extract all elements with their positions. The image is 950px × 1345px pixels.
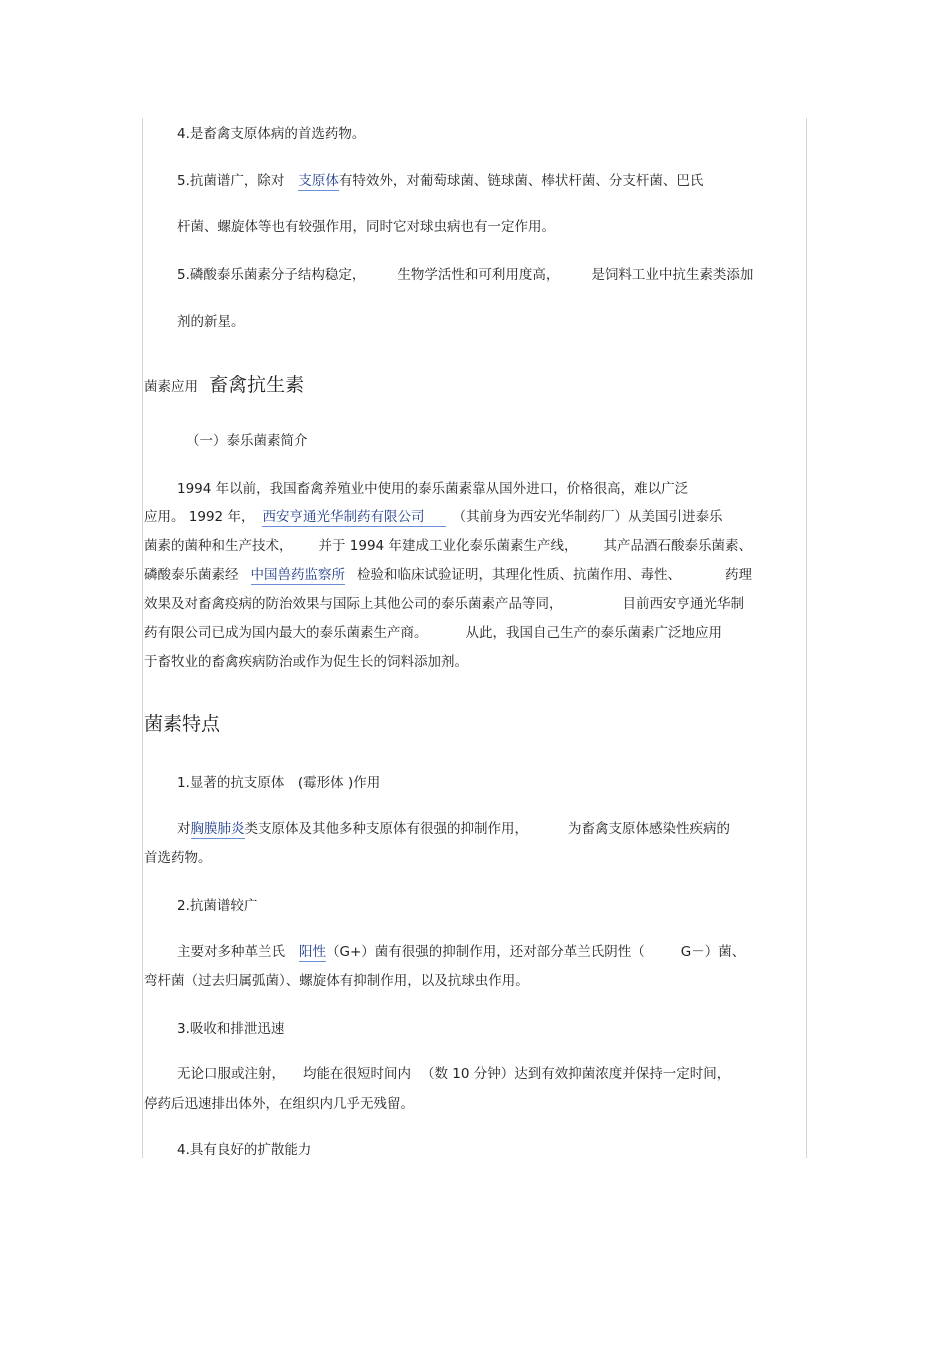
feature-1-line-2: 首选药物。: [144, 850, 212, 866]
list-item-5-text: 5.抗菌谱广，除对: [177, 173, 285, 189]
list-item-5-line2: 杆菌、螺旋体等也有较强作用，同时它对球虫病也有一定作用。: [177, 219, 555, 235]
features-title: 菌素特点: [144, 713, 221, 735]
intro-line-4-end: 药理: [725, 567, 752, 583]
feature-3-title: 3.吸收和排泄迅速: [177, 1021, 285, 1037]
page-border-right: [806, 118, 807, 1158]
link-mycoplasma[interactable]: 支原体: [298, 173, 339, 189]
feature-1-line-1: [177, 820, 730, 838]
section-heading-small: 菌素应用: [144, 379, 198, 395]
intro-line-5: [144, 595, 744, 613]
feature-3-line-2: 停药后迅速排出体外，在组织内几乎无残留。: [144, 1096, 414, 1112]
list-item-5-text-cont: 有特效外，对葡萄球菌、链球菌、棒状杆菌、分支杆菌、巴氏: [338, 173, 704, 189]
feature-3-line-1: [177, 1065, 730, 1083]
intro-subtitle: （一）泰乐菌素简介: [186, 433, 308, 449]
feature-1-title: 1.显著的抗支原体 (霉形体 )作用: [177, 775, 381, 791]
intro-line-4: [144, 566, 752, 584]
list-item-5b-part1: 5.磷酸泰乐菌素分子结构稳定，: [177, 267, 366, 283]
list-item-5b-line2: 剂的新星。: [177, 314, 245, 330]
intro-line-4-pre: 磷酸泰乐菌素经: [144, 567, 239, 583]
link-company[interactable]: 西安亨通光华制药有限公司: [262, 509, 446, 527]
intro-line-6-b: 从此，我国自己生产的泰乐菌素广泛地应用: [465, 625, 722, 641]
list-item-5b-part2: 生物学活性和可利用度高，: [397, 267, 560, 283]
intro-line-2-pre: 应用。 1992 年，: [144, 509, 255, 525]
intro-line-6-a: 药有限公司已成为国内最大的泰乐菌素生产商。: [144, 625, 428, 641]
intro-line-3-b: 并于 1994 年建成工业化泰乐菌素生产线，: [318, 538, 578, 554]
section-heading-application: [144, 370, 304, 397]
intro-line-3: [144, 537, 752, 555]
intro-line-2: [144, 508, 722, 526]
feature-2-line-1: [177, 943, 745, 961]
feature-2-line-2: 弯杆菌（过去归属弧菌）、螺旋体有抑制作用，以及抗球虫作用。: [144, 973, 529, 989]
feature-1-end: 为畜禽支原体感染性疾病的: [568, 821, 730, 837]
list-item-5b: [177, 266, 753, 284]
feature-2-post: （G+）菌有很强的抑制作用，还对部分革兰氏阴性（: [326, 944, 645, 960]
list-item-4: 4.是畜禽支原体病的首选药物。: [177, 126, 366, 142]
feature-1-post: 类支原体及其他多种支原体有很强的抑制作用，: [244, 821, 528, 837]
feature-2-title: 2.抗菌谱较广: [177, 898, 258, 914]
feature-4-title: 4.具有良好的扩散能力: [177, 1142, 312, 1158]
link-positive[interactable]: 阳性: [299, 944, 326, 960]
feature-3-c: （数 10 分钟）达到有效抑菌浓度并保持一定时间，: [421, 1066, 731, 1082]
intro-line-1: 1994 年以前，我国畜禽养殖业中使用的泰乐菌素靠从国外进口，价格很高，难以广泛: [177, 481, 689, 497]
intro-line-4-post: 检验和临床试验证明，其理化性质、抗菌作用、毒性、: [357, 567, 681, 583]
intro-line-3-a: 菌素的菌种和生产技术，: [144, 538, 293, 554]
feature-1-pre: 对: [177, 821, 191, 837]
feature-3-a: 无论口服或注射，: [177, 1066, 285, 1082]
section-heading-big: 畜禽抗生素: [209, 374, 305, 396]
feature-2-end: G－）菌、: [680, 944, 746, 960]
feature-3-b: 均能在很短时间内: [303, 1066, 411, 1082]
list-item-5: [177, 172, 703, 190]
intro-line-2-post: （其前身为西安光华制药厂）从美国引进泰乐: [452, 509, 723, 525]
intro-line-6: [144, 624, 722, 642]
page-border-left: [142, 118, 143, 1158]
intro-line-7: 于畜牧业的畜禽疾病防治或作为促生长的饲料添加剂。: [144, 654, 468, 670]
intro-line-5-a: 效果及对畜禽疫病的防治效果与国际上其他公司的泰乐菌素产品等同，: [144, 596, 563, 612]
link-pleuropneumonia[interactable]: 胸膜肺炎: [190, 821, 245, 837]
feature-2-pre: 主要对多种革兰氏: [177, 944, 285, 960]
intro-line-3-c: 其产品酒石酸泰乐菌素、: [603, 538, 752, 554]
list-item-5b-part3: 是饲料工业中抗生素类添加: [591, 267, 754, 283]
link-inspection-institute[interactable]: 中国兽药监察所: [250, 567, 345, 583]
intro-line-5-b: 目前西安亨通光华制: [622, 596, 744, 612]
